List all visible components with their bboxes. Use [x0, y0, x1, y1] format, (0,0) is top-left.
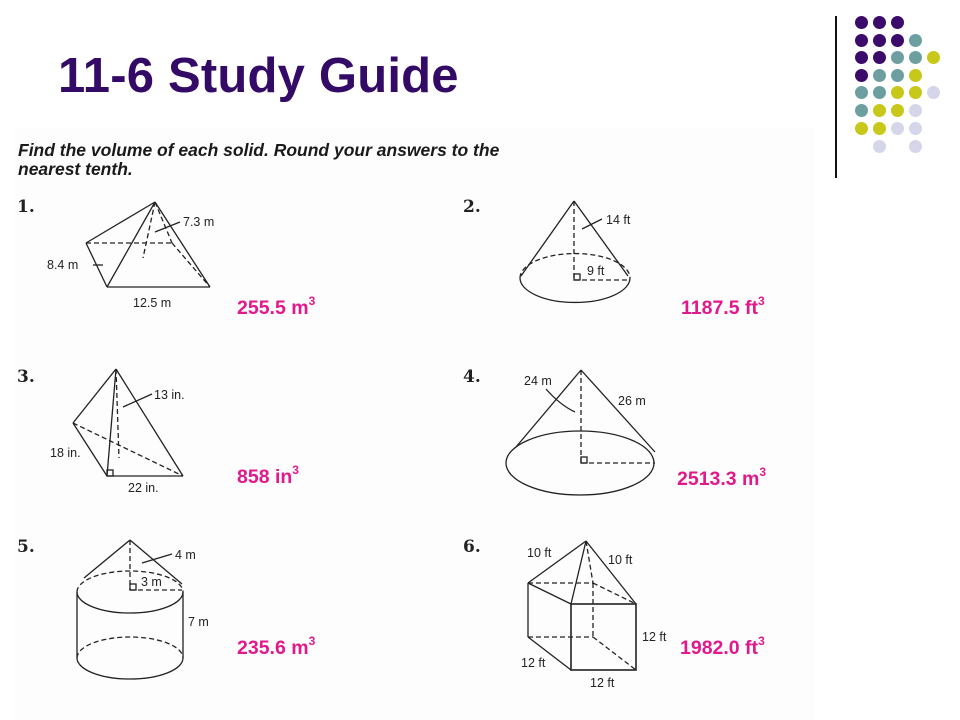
answer-6 — [680, 634, 765, 660]
answer-1-value: 255.5 m — [237, 297, 309, 319]
problem-number-3: 3. — [17, 367, 35, 387]
answer-2-exponent: 3 — [757, 294, 765, 308]
answer-6-exponent: 3 — [758, 634, 765, 648]
problem-number-6: 6. — [463, 537, 481, 557]
label-slant-height: 4 m — [175, 548, 196, 562]
problem-number-5: 5. — [17, 537, 35, 557]
problem-number-4: 4. — [463, 367, 481, 387]
label-cylinder-height: 7 m — [188, 615, 209, 629]
slide-title: 11-6 Study Guide — [58, 49, 459, 103]
label-cube-depth: 12 ft — [521, 656, 546, 670]
label-slant-height: 26 m — [618, 394, 646, 408]
label-pyramid-edge-right: 10 ft — [608, 553, 633, 567]
answer-3-value: 858 in — [237, 466, 293, 488]
answer-6-value: 1982.0 ft — [680, 637, 759, 659]
label-height: 24 m — [524, 374, 552, 388]
label-base: 22 in. — [128, 481, 159, 495]
answer-4-value: 2513.3 m — [677, 468, 760, 490]
label-width: 8.4 m — [47, 258, 79, 272]
instructions-line-1: Find the volume of each solid. Round your answers to the — [18, 140, 500, 160]
label-length: 12.5 m — [133, 296, 172, 310]
label-radius: 9 ft — [587, 264, 605, 278]
answer-4-exponent: 3 — [759, 465, 767, 479]
label-cube-width: 12 ft — [590, 676, 615, 690]
label-cube-height: 12 ft — [642, 630, 667, 644]
answer-5-value: 235.6 m — [237, 637, 309, 659]
instructions-line-2: nearest tenth. — [18, 159, 133, 179]
label-slant-height: 14 ft — [606, 213, 631, 227]
label-slant-height: 7.3 m — [183, 215, 215, 229]
answer-1-exponent: 3 — [308, 294, 316, 308]
problem-number-2: 2. — [463, 197, 481, 217]
label-side: 18 in. — [50, 446, 81, 460]
answer-2-value: 1187.5 ft — [681, 297, 758, 319]
label-radius: 3 m — [141, 575, 162, 589]
answer-5-exponent: 3 — [308, 634, 316, 648]
label-height: 13 in. — [154, 388, 185, 402]
problem-number-1: 1. — [17, 197, 35, 217]
answer-3-exponent: 3 — [292, 463, 299, 477]
label-pyramid-edge-left: 10 ft — [527, 546, 552, 560]
